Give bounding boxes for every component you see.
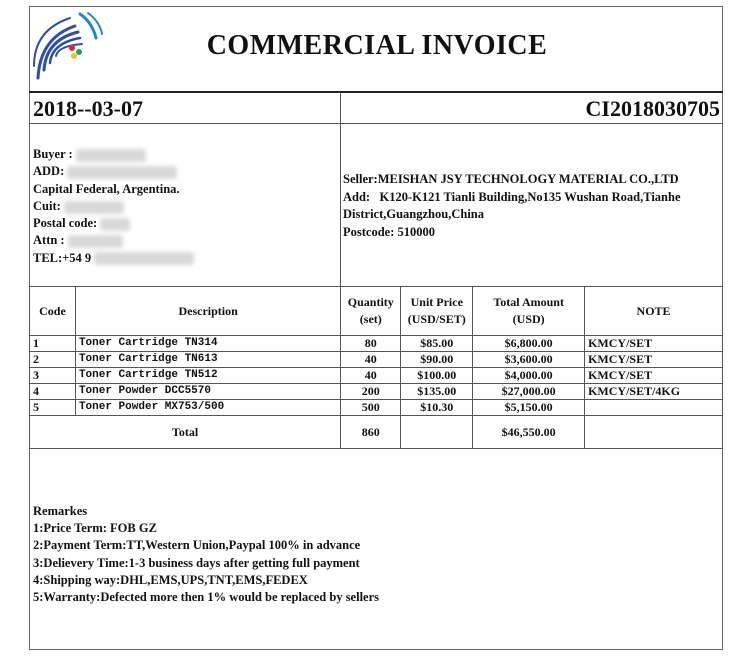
cell-unit-price: $85.00 [401, 336, 473, 352]
cell-amount: $4,000.00 [473, 368, 585, 384]
table-header-row [30, 287, 723, 336]
total-quantity: 860 [341, 416, 401, 449]
seller-name: Seller:MEISHAN JSY TECHNOLOGY MATERIAL CO.,LTD [343, 172, 679, 186]
buyer-block [33, 146, 194, 267]
total-amount: $46,550.00 [473, 416, 585, 449]
cell-amount: $27,000.00 [473, 384, 585, 400]
header-unit-price: Unit Price (USD/SET) [401, 287, 473, 336]
cell-code: 4 [30, 384, 76, 400]
table-row [30, 400, 723, 416]
remarks-title: Remarkes [33, 504, 88, 518]
remark-line: 5:Warranty:Defected more then 1% would be replaced by sellers [33, 590, 380, 605]
page-title: COMMERCIAL INVOICE [206, 30, 548, 61]
cell-note: KMCY/SET [585, 352, 723, 368]
table-row [30, 352, 723, 368]
remarks-block [33, 503, 379, 606]
cell-note: KMCY/SET [585, 336, 723, 352]
cell-quantity: 200 [341, 384, 401, 400]
invoice-date: 2018--03-07 [33, 96, 143, 121]
table-row [30, 384, 723, 400]
cell-amount: $3,600.00 [473, 352, 585, 368]
buyer-label: Buyer : [33, 147, 73, 161]
cell-code: 3 [30, 368, 76, 384]
seller-postcode: Postcode: 510000 [343, 224, 435, 239]
divider [29, 91, 723, 93]
redacted-field [76, 149, 146, 162]
cell-note: KMCY/SET [585, 368, 723, 384]
cell-amount: $6,800.00 [473, 336, 585, 352]
header-quantity: Quantity (set) [341, 287, 401, 336]
remark-line: 4:Shipping way:DHL,EMS,UPS,TNT,EMS,FEDEX [33, 572, 308, 587]
remark-line: 3:Delievery Time:1-3 business days after getting full payment [33, 555, 360, 570]
header-total-amount: Total Amount (USD) [473, 287, 585, 336]
buyer-city: Capital Federal, Argentina. [33, 181, 180, 196]
redacted-field [94, 252, 194, 265]
cell-code: 5 [30, 400, 76, 416]
redacted-field [68, 235, 123, 248]
cell-description: Toner Cartridge TN314 [75, 336, 340, 352]
cell-quantity: 40 [341, 352, 401, 368]
attn-label: Attn : [33, 233, 65, 248]
cell-code: 2 [30, 352, 76, 368]
seller-address-cont: District,Guangzhou,China [343, 207, 484, 221]
seller-block [343, 171, 723, 241]
cell-quantity: 80 [341, 336, 401, 352]
cell-quantity: 500 [341, 400, 401, 416]
header-code: Code [30, 287, 76, 336]
cell-note: KMCY/SET/4KG [585, 384, 723, 400]
redacted-field [100, 218, 130, 231]
table-row [30, 368, 723, 384]
cell-quantity: 40 [341, 368, 401, 384]
invoice-number: CI2018030705 [585, 96, 720, 121]
total-unit-price-empty [401, 416, 473, 449]
cell-description: Toner Cartridge TN512 [75, 368, 340, 384]
cell-amount: $5,150.00 [473, 400, 585, 416]
cell-note [585, 400, 723, 416]
total-note-empty [585, 416, 723, 449]
table-row [30, 336, 723, 352]
cell-description: Toner Powder MX753/500 [75, 400, 340, 416]
cell-unit-price: $100.00 [401, 368, 473, 384]
cell-description: Toner Powder DCC5570 [75, 384, 340, 400]
divider [29, 123, 723, 124]
header-description: Description [75, 287, 340, 336]
tel-label: TEL:+54 9 [33, 250, 92, 265]
add-label: ADD: [33, 164, 65, 179]
cell-description: Toner Cartridge TN613 [75, 352, 340, 368]
remark-line: 1:Price Term: FOB GZ [33, 521, 157, 536]
seller-address: Add: K120-K121 Tianli Building,No135 Wushan Road,Tianhe [343, 189, 681, 204]
total-label: Total [30, 416, 341, 449]
redacted-field [64, 201, 124, 214]
remark-line: 2:Payment Term:TT,Western Union,Paypal 100% in advance [33, 538, 361, 553]
total-row [30, 416, 723, 449]
cuit-label: Cuit: [33, 198, 61, 213]
column-divider [340, 92, 341, 286]
cell-unit-price: $90.00 [401, 352, 473, 368]
items-table [29, 286, 723, 449]
redacted-field [67, 166, 177, 179]
cell-code: 1 [30, 336, 76, 352]
header-note: NOTE [585, 287, 723, 336]
cell-unit-price: $135.00 [401, 384, 473, 400]
cell-unit-price: $10.30 [401, 400, 473, 416]
postal-code-label: Postal code: [33, 216, 98, 231]
